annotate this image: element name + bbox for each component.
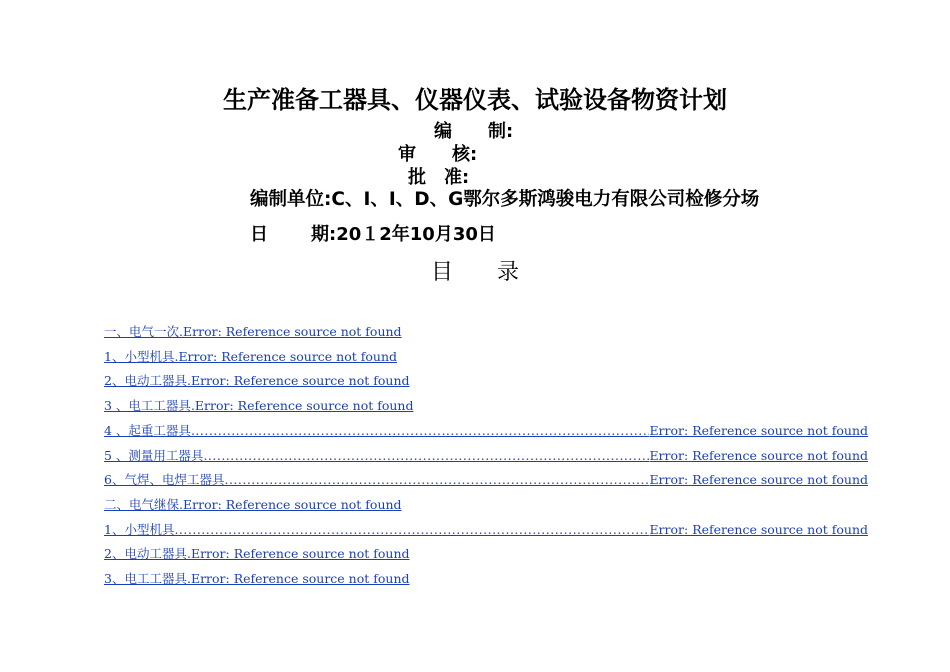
toc-leader-dots: . [179,324,183,339]
toc-leader-dots: . [190,398,195,414]
toc-entry[interactable] [104,323,402,341]
toc-entry-label[interactable]: 一、电气一次 [104,324,180,339]
toc-leader-dots [191,422,650,440]
compiler-label: 编 制: [434,121,514,142]
toc-entry-label[interactable]: 4 、起重工器具 [104,422,191,438]
toc-entry-label[interactable]: 3 、电工工器具 [104,398,191,414]
toc-entry-label[interactable]: 3、电工工器具 [104,571,187,586]
toc-entry-page-ref[interactable]: Error: Reference source not found [649,422,868,438]
date-label: 日 [250,224,268,245]
toc-entry-label[interactable]: 2、电动工器具 [104,546,187,562]
toc-entry[interactable] [104,397,413,415]
date-value: 期:20１2年10月30日 [311,224,496,245]
toc-entry[interactable] [104,570,410,588]
toc-entry-page-ref[interactable]: Error: Reference source not found [190,373,410,389]
toc-entry-page-ref[interactable]: Error: Reference source not found [649,521,868,537]
toc-entry-label[interactable]: 二、电气继保 [104,496,180,512]
toc-entry-label[interactable]: 1、小型机具 [104,521,175,537]
toc-heading: 目 录 [430,260,519,285]
toc-leader-dots [224,471,649,489]
toc-entry-page-ref[interactable]: Error: Reference source not found [183,324,402,339]
toc-leader-dots: . [179,496,183,512]
toc-leader-dots [174,521,649,539]
toc-entry[interactable] [104,348,397,366]
toc-leader-dots: . [186,546,191,562]
toc-entry[interactable] [104,545,410,563]
toc-entry-label[interactable]: 5 、测量用工器具 [104,447,204,463]
unit-line: 编制单位:C、I、I、D、G鄂尔多斯鸿骏电力有限公司检修分场 [250,189,760,210]
toc-leader-dots [203,447,649,465]
toc-entry-label[interactable]: 2、电动工器具 [104,373,187,389]
toc-leader-dots: . [186,571,191,586]
approver-label: 批 准: [408,167,470,188]
toc-entry-label[interactable]: 1、小型机具 [104,348,175,364]
toc-entry-page-ref[interactable]: Error: Reference source not found [194,398,414,414]
toc-entry[interactable] [104,372,410,390]
reviewer-label: 审 核: [398,144,478,165]
toc-leader-dots: . [186,373,191,389]
toc-entry-label[interactable]: 6、气焊、电焊工器具 [104,472,225,488]
toc-leader-dots: . [174,348,179,364]
toc-entry-page-ref[interactable]: Error: Reference source not found [649,447,868,463]
toc-entry-page-ref[interactable]: Error: Reference source not found [190,571,410,586]
toc-entry-page-ref[interactable]: Error: Reference source not found [183,496,402,512]
document-title: 生产准备工器具、仪器仪表、试验设备物资计划 [223,86,727,114]
toc-entry[interactable] [104,447,868,465]
toc-entry-page-ref[interactable]: Error: Reference source not found [190,546,410,562]
toc-entry[interactable] [104,496,402,514]
toc-entry[interactable] [104,422,868,440]
toc-entry-page-ref[interactable]: Error: Reference source not found [178,348,397,364]
toc-entry[interactable] [104,471,868,489]
toc-entry[interactable] [104,521,868,539]
toc-entry-page-ref[interactable]: Error: Reference source not found [649,472,868,488]
